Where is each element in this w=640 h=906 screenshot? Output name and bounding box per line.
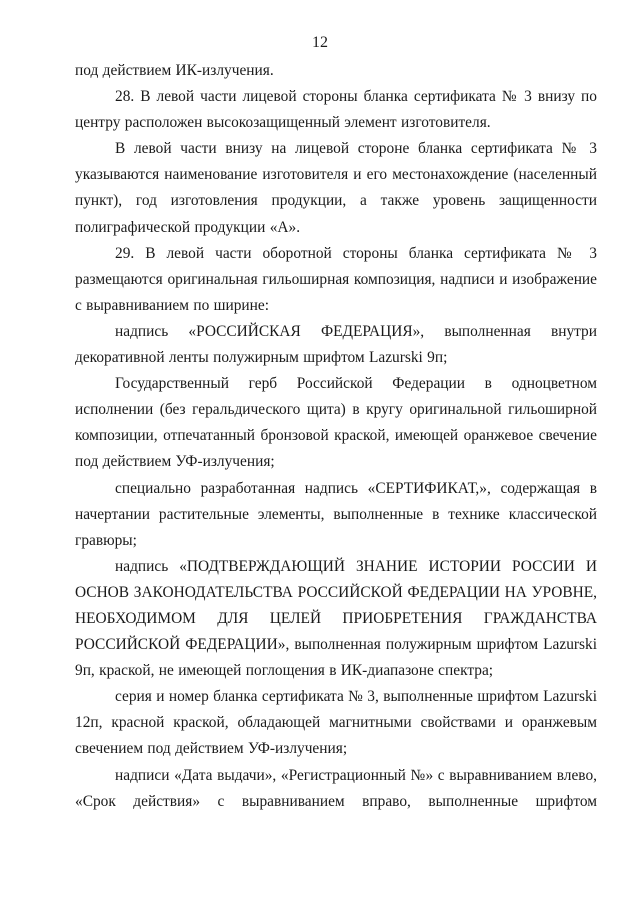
- paragraph-29: 29. В левой части оборотной стороны бланка сертификата № 3 размещаются оригинальная гильоширная композиция, надписи и изображение с выравниванием по ширине:: [75, 244, 597, 314]
- paragraph-certificate-label: специально разработанная надпись «СЕРТИФИКАТ,», содержащая в начертании растительные элементы, выполненные в технике классической гравюры;: [75, 479, 597, 549]
- paragraph-continuation: под действием ИК-излучения.: [75, 62, 274, 79]
- paragraph-russian-federation-label: надпись «РОССИЙСКАЯ ФЕДЕРАЦИЯ», выполненная внутри декоративной ленты полужирным шрифтом Lazurski 9п;: [75, 322, 597, 367]
- page-number: 12: [312, 34, 328, 51]
- paragraph-manufacturer-info: В левой части внизу на лицевой стороне бланка сертификата № 3 указываются наименование изготовителя и его местонахождение (населенный пункт), год изготовления продукции, а также уровень защищенности полиграфической продукции «А».: [75, 140, 597, 236]
- paragraph-coat-of-arms: Государственный герб Российской Федерации в одноцветном исполнении (без геральдического щита) в кругу оригинальной гильоширной композиции, отпечатанный бронзовой краской, имеющей оранжевое свечение под действием УФ-излучения;: [75, 375, 597, 471]
- paragraph-series-number: серия и номер бланка сертификата № 3, выполненные шрифтом Lazurski 12п, красной краской, обладающей магнитными свойствами и оранжевым свечением под действием УФ-излучения;: [75, 688, 597, 758]
- document-body: [75, 58, 597, 815]
- paragraph-issue-date-labels: надписи «Дата выдачи», «Регистрационный №» с выравниванием влево, «Срок действия» с выравниванием вправо, выполненные шрифтом: [75, 766, 597, 810]
- paragraph-28: 28. В левой части лицевой стороны бланка сертификата № 3 внизу по центру расположен высокозащищенный элемент изготовителя.: [75, 88, 597, 132]
- paragraph-confirmation-label: надпись «ПОДТВЕРЖДАЮЩИЙ ЗНАНИЕ ИСТОРИИ РОССИИ И ОСНОВ ЗАКОНОДАТЕЛЬСТВА РОССИЙСКОЙ ФЕДЕРАЦИИ НА УРОВНЕ, НЕОБХОДИМОМ ДЛЯ ЦЕЛЕЙ ПРИОБРЕТЕНИЯ ГРАЖДАНСТВА РОССИЙСКОЙ ФЕДЕРАЦИИ», выполненная полужирным шрифтом Lazurski 9п, краской, не имеющей поглощения в ИК-диапазоне спектра;: [75, 557, 597, 680]
